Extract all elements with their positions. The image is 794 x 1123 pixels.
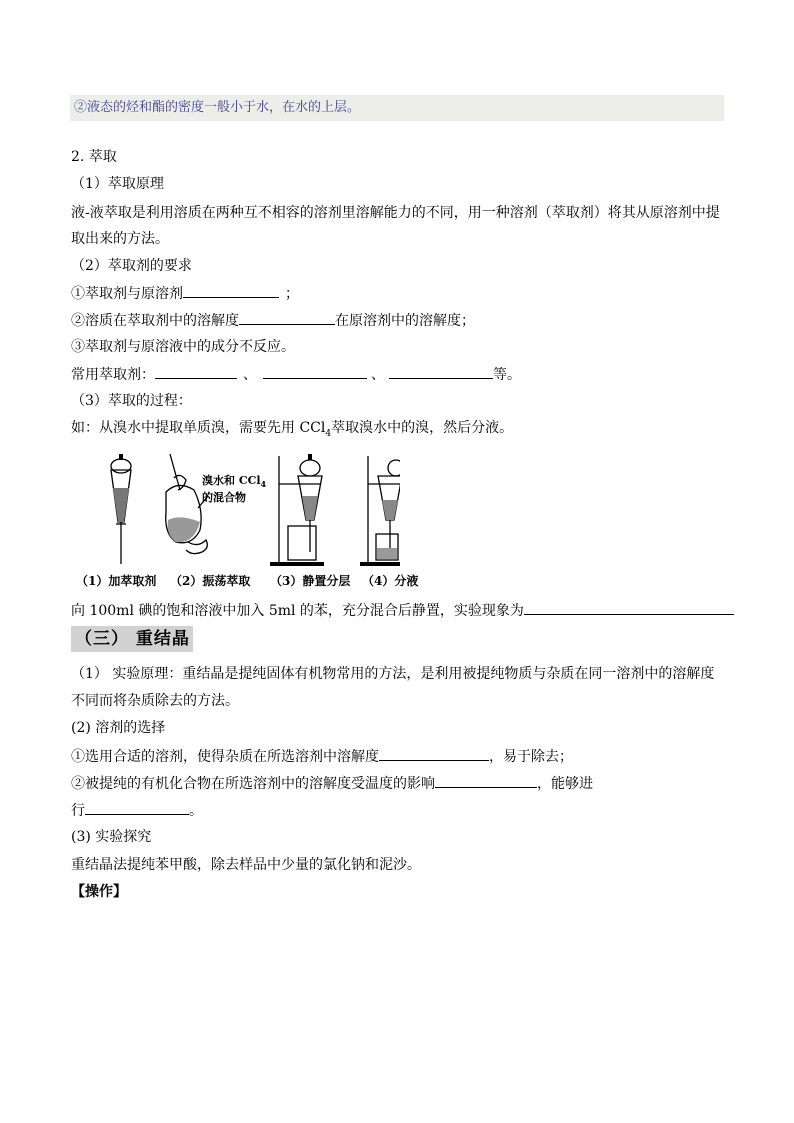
recryst-principle-line1: （1） 实验原理：重结晶是提纯固体有机物常用的方法，是利用被提纯物质与杂质在同一溶剂中的溶解度 [71,666,715,682]
separatory-funnel-icon [111,454,131,564]
step-2-label: （2）振荡萃取 [170,574,251,588]
principle-text-line1: 液-液萃取是利用溶质在两种互不相容的溶剂里溶解能力的不同，用一种溶剂（萃取剂）将其从原溶剂中提 [71,205,720,221]
selection-2-text: ②被提纯的有机化合物在所选溶剂中的溶解度受温度的影响 [71,776,435,792]
common-solvents-label: 常用萃取剂： [71,367,155,383]
requirement-2-end: 在原溶剂中的溶解度； [335,313,475,329]
operation-label: 【操作】 [71,884,127,900]
requirement-1 [71,283,299,304]
requirements-heading: （2）萃取剂的要求 [71,258,192,274]
example-subscript: 4 [325,428,332,439]
mixture-label [202,474,266,504]
selection-1-end: ，易于除去； [489,749,573,765]
density-note: ②液态的烃和酯的密度一般小于水，在水的上层。 [70,95,724,121]
principle-heading: （1）萃取原理 [71,176,164,192]
extraction-apparatus-figure [70,450,400,572]
answer-blank[interactable] [379,746,489,761]
step-3-label: （3）静置分层 [270,574,351,588]
requirement-1-end: ； [285,286,299,302]
process-heading: （3）萃取的过程： [71,393,192,409]
principle-text-line2: 取出来的方法。 [71,231,169,247]
common-solvents-end: 等。 [493,367,521,383]
answer-blank[interactable] [239,310,335,325]
answer-blank[interactable] [155,364,237,379]
experiment-heading: (3) 实验探究 [71,829,152,845]
answer-blank[interactable] [183,283,279,298]
selection-2-end: ，能够进 [537,776,593,792]
answer-blank[interactable] [435,773,537,788]
step-4-label: （4）分液 [362,574,419,588]
step-1-label: （1）加萃取剂 [76,574,157,588]
iodine-question-text: 向 100ml 碘的饱和溶液中加入 5ml 的苯，充分混合后静置，实验现象为 [71,603,524,619]
selection-2-continued [71,800,203,821]
selection-2-cont-end: 。 [189,803,203,819]
requirement-2 [71,310,475,331]
mixture-label-line2: 的混合物 [202,491,246,505]
example-text-b: 萃取溴水中的溴，然后分液。 [331,420,514,436]
process-example [71,418,513,444]
solvent-selection-heading: (2) 溶剂的选择 [71,720,166,736]
selection-1-text: ①选用合适的溶剂，使得杂质在所选溶剂中溶解度 [71,749,379,765]
answer-blank[interactable] [263,364,367,379]
selection-2 [71,773,593,794]
answer-blank[interactable] [85,800,189,815]
mixture-label-line1: 溴水和 CCl [202,474,261,487]
common-solvents [71,364,521,385]
answer-blank[interactable] [389,364,493,379]
selection-1 [71,746,573,767]
settling-stand-icon [270,454,324,566]
answer-blank[interactable] [524,600,734,615]
mixture-label-subscript: 4 [260,479,267,490]
section-title: （三） 重结晶 [71,626,193,652]
separator: 、 [371,367,385,383]
example-text-a: 如：从溴水中提取单质溴，需要先用 CCl [71,420,326,436]
separator: 、 [243,367,257,383]
experiment-text: 重结晶法提纯苯甲酸，除去样品中少量的氯化钠和泥沙。 [71,857,421,873]
separating-stand-icon [360,454,400,566]
recryst-principle-line2: 不同而将杂质除去的方法。 [71,693,239,709]
selection-2-cont-text: 行 [71,803,85,819]
requirement-1-text: ①萃取剂与原溶剂 [71,286,183,302]
extraction-heading: 2. 萃取 [71,149,117,165]
requirement-3: ③萃取剂与原溶液中的成分不反应。 [71,339,295,355]
requirement-2-text: ②溶质在萃取剂中的溶解度 [71,313,239,329]
iodine-question [71,600,734,621]
